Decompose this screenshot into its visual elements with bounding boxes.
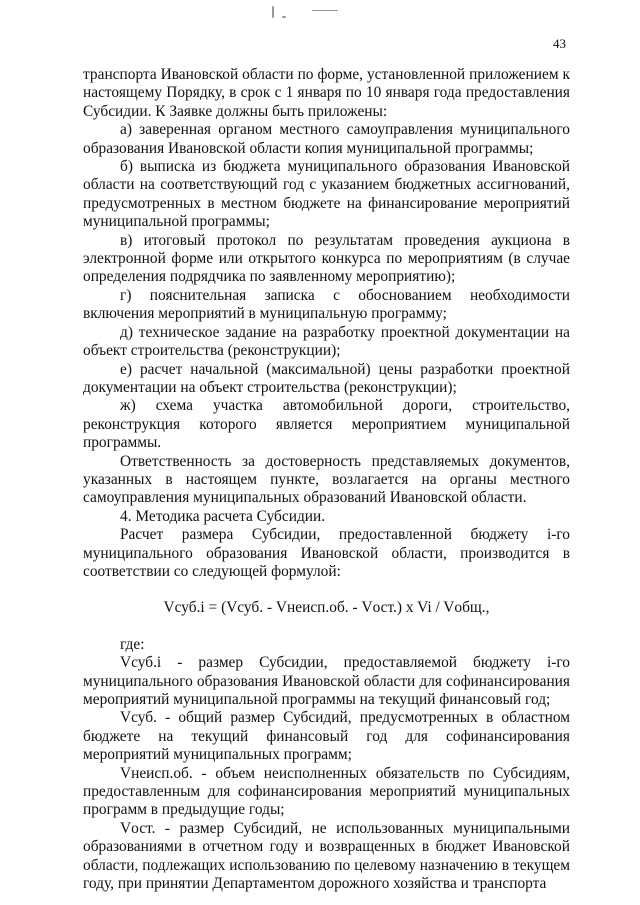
page-number: 43 — [553, 36, 566, 51]
list-item-d: д) техническое задание на разработку проектной документации на объект строительства (реконструкции); — [83, 323, 570, 360]
section-heading: 4. Методика расчета Субсидии. — [120, 507, 326, 525]
list-item-zh: ж) схема участка автомобильной дороги, строительство, реконструкция которого является мероприятием муниципальной программы. — [83, 397, 570, 452]
definition-vsub: Vсуб. - общий размер Субсидий, предусмотренных в областном бюджете на текущий финансовый год для софинансирования мероприятий муниципальных программ; — [83, 709, 570, 764]
responsibility-paragraph: Ответственность за достоверность представляемых документов, указанных в настоящем пункте, возлагается на органы местного самоуправления муниципальных образований Ивановской области. — [83, 452, 570, 507]
list-item-g: г) пояснительная записка с обоснованием необходимости включения мероприятий в муниципальную программу; — [83, 286, 570, 323]
scan-mark — [282, 16, 286, 18]
document-body — [83, 66, 570, 893]
list-item-v: в) итоговый протокол по результатам проведения аукциона в электронной форме или открытого конкурса по мероприятиям (в случае определения подрядчика по заявленному мероприятию); — [83, 231, 570, 286]
list-item-b: б) выписка из бюджета муниципального образования Ивановской области на соответствующий год с указанием бюджетных ассигнований, предусмотренных в местном бюджете на финансирование мероприятий муниципальной программы; — [83, 158, 570, 231]
scan-mark — [312, 10, 338, 11]
definition-vneisp: Vнеисп.об. - объем неисполненных обязательств по Субсидиям, предоставленным для софинансирования мероприятий муниципальных программ в предыдущие годы; — [83, 764, 570, 819]
definition-vsub-i: Vсуб.i - размер Субсидии, предоставляемой бюджету i-го муниципального образования Ивановской области для софинансирования мероприятий муниципальной программы на текущий финансовый год; — [83, 654, 570, 708]
formula: Vсуб.i = (Vсуб. - Vнеисп.об. - Vост.) x Vi / Vобщ., — [163, 599, 490, 617]
where-label: где: — [120, 635, 145, 653]
calculation-paragraph: Расчет размера Субсидии, предоставленной бюджету i-го муниципального образования Ивановской области, производится в соответствии со следующей формулой: — [83, 526, 570, 580]
list-item-e: е) расчет начальной (максимальной) цены разработки проектной документации на объект строительства (реконструкции); — [83, 360, 570, 396]
paragraph-continuation: транспорта Ивановской области по форме, установленной приложением к настоящему Порядку, в срок с 1 января по 10 января года предоставления Субсидии. К Заявке должны быть приложены: — [83, 66, 570, 120]
list-item-a: а) заверенная органом местного самоуправления муниципального образования Ивановской области копия муниципальной программы; — [83, 121, 570, 157]
definition-vost: Vост. - размер Субсидий, не использованных муниципальными образованиями в отчетном году и возвращенных в бюджет Ивановской области, подлежащих использованию по целевому назначению в текущем году, при принятии Департаментом дорожного хозяйства и транспорта — [83, 819, 570, 893]
scan-mark — [272, 6, 274, 18]
